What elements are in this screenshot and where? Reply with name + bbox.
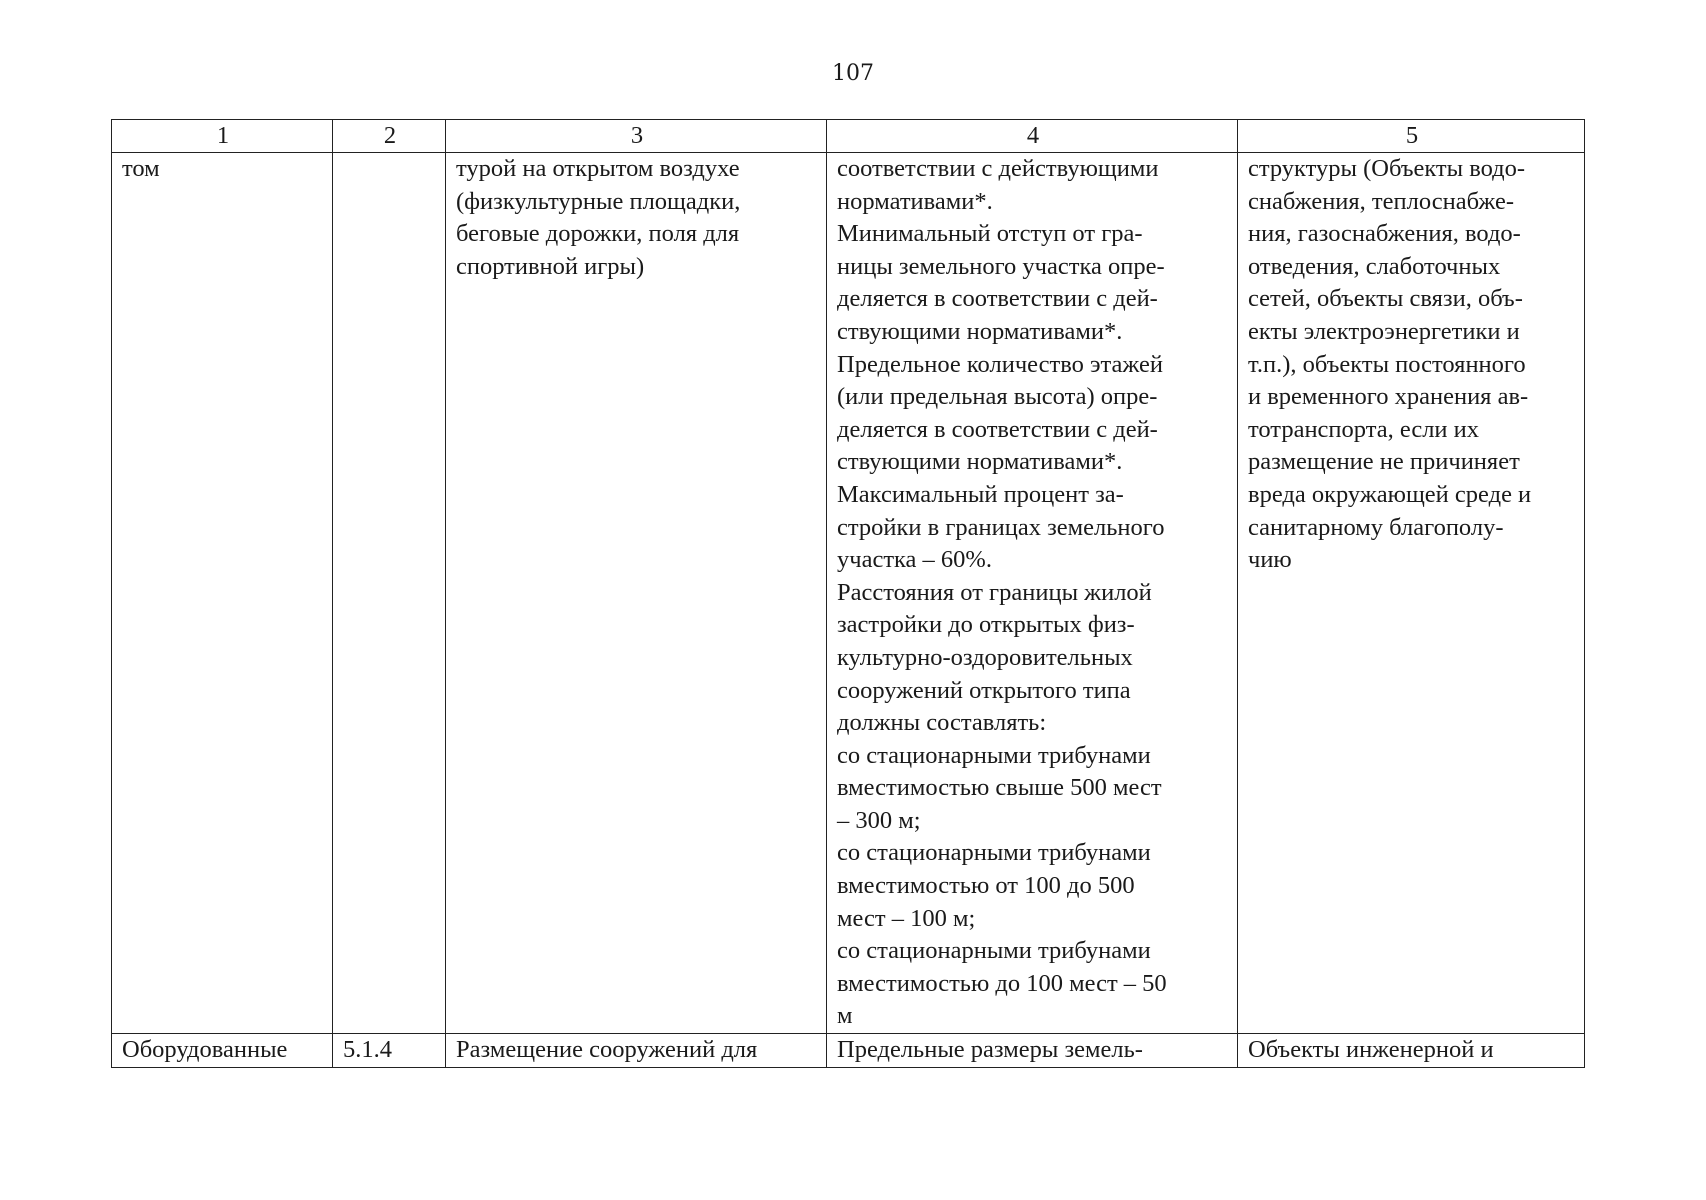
table-row [112,153,1585,1034]
cell-text-line: со стационарными трибунами [837,839,1151,867]
cell-text-line: снабжения, теплоснабже- [1248,187,1515,215]
cell-text-line: со стационарными трибунами [837,937,1151,965]
cell-text-line: застройки до открытых физ- [837,611,1135,639]
row1-col4-cell [827,153,1238,1034]
cell-text-line: Максимальный процент за- [837,480,1124,508]
row2-col4-cell: Предельные размеры земель- [827,1034,1238,1068]
cell-text-line: том [122,155,160,182]
header-col-5: 5 [1238,120,1585,153]
cell-text-line: Минимальный отступ от гра- [837,220,1143,248]
cell-text-line: ницы земельного участка опре- [837,252,1165,280]
cell-text-line: екты электроэнергетики и [1248,317,1520,345]
cell-text-line: вреда окружающей среде и [1248,480,1532,508]
cell-text-line: м [837,1002,853,1030]
cell-text-line: деляется в соответствии с дей- [837,415,1158,443]
page-number: 107 [832,61,874,86]
cell-text-line: отведения, слаботочных [1248,252,1501,280]
cell-text-line: вместимостью до 100 мест – 50 [837,969,1167,997]
cell-text-line: чию [1248,546,1292,574]
cell-text-line: беговые дорожки, поля для [456,220,740,248]
cell-text-line: соответствии с действующими [837,155,1159,182]
cell-text-line: должны составлять: [837,709,1047,737]
cell-text-line: вместимостью от 100 до 500 [837,872,1135,900]
cell-text-line: санитарному благополу- [1248,513,1504,541]
cell-text-line: – 300 м; [837,806,921,834]
regulations-table [111,119,1585,1068]
cell-text-line: культурно-оздоровительных [837,643,1133,671]
cell-text-line: спортивной игры) [456,252,645,280]
row2-col2-cell: 5.1.4 [333,1034,446,1068]
header-col-3: 3 [446,120,827,153]
cell-text-line: (или предельная высота) опре- [837,383,1158,411]
cell-text-line: турой на открытом воздухе [456,155,740,182]
cell-text-line: структуры (Объекты водо- [1248,155,1526,182]
header-col-4: 4 [827,120,1238,153]
cell-text-line: Предельное количество этажей [837,350,1163,378]
cell-text-line: сетей, объекты связи, объ- [1248,285,1523,313]
cell-text-line: ствующими нормативами*. [837,317,1123,345]
cell-text-line: тотранспорта, если их [1248,415,1480,443]
row2-col5-cell: Объекты инженерной и [1238,1034,1585,1068]
row1-col2-cell [333,153,446,1034]
row2-col3-cell: Размещение сооружений для [446,1034,827,1068]
cell-text-line: деляется в соответствии с дей- [837,285,1158,313]
cell-text-line: и временного хранения ав- [1248,383,1529,411]
cell-text-line: ствующими нормативами*. [837,448,1123,476]
table-header-row [112,120,1585,153]
cell-text-line: участка – 60%. [837,546,992,574]
cell-text-line: Расстояния от границы жилой [837,578,1152,606]
row1-col3-cell [446,153,827,1034]
cell-text-line: т.п.), объекты постоянного [1248,350,1526,378]
cell-text-line: мест – 100 м; [837,904,976,932]
row1-col5-cell [1238,153,1585,1034]
row1-col1-cell [112,153,333,1034]
header-col-1: 1 [112,120,333,153]
cell-text-line: ния, газоснабжения, водо- [1248,220,1521,248]
cell-text-line: нормативами*. [837,187,993,215]
cell-text-line: со стационарными трибунами [837,741,1151,769]
table-row [112,1034,1585,1068]
cell-text-line: (физкультурные площадки, [456,187,741,215]
header-col-2: 2 [333,120,446,153]
cell-text-line: размещение не причиняет [1248,448,1520,476]
cell-text-line: стройки в границах земельного [837,513,1165,541]
cell-text-line: вместимостью свыше 500 мест [837,774,1162,802]
cell-text-line: сооружений открытого типа [837,676,1131,704]
row2-col1-cell: Оборудованные [112,1034,333,1068]
